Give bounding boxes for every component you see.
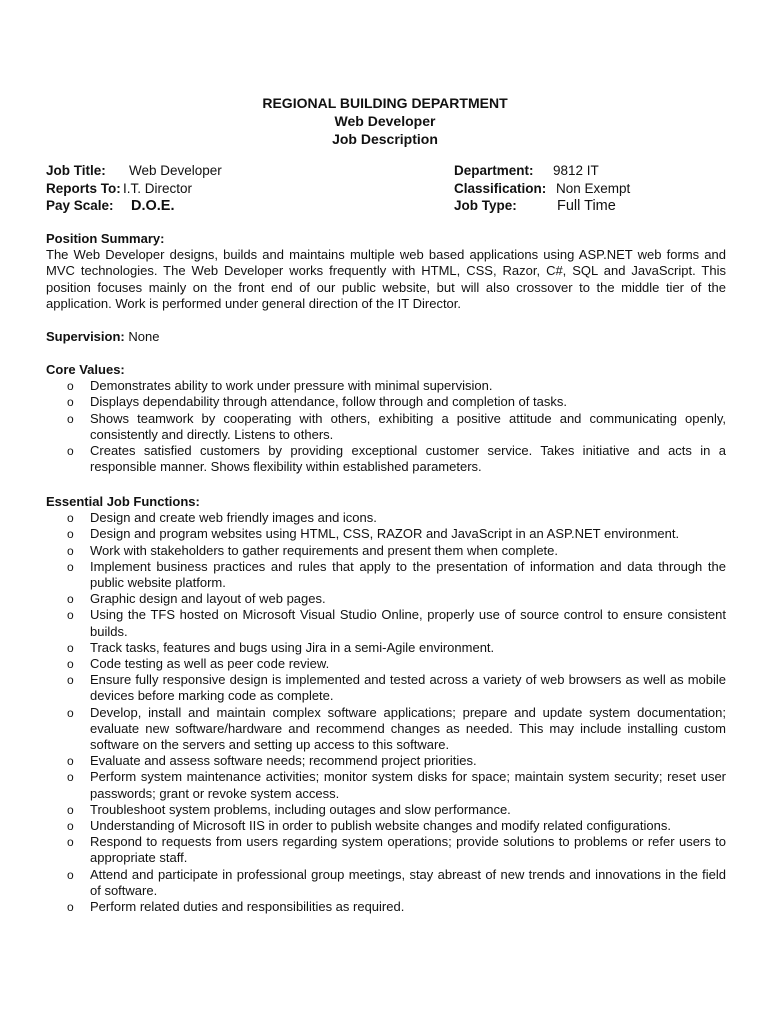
- list-item: [46, 559, 726, 591]
- job-title-value: Web Developer: [129, 163, 222, 178]
- essential-functions-section: [46, 494, 726, 915]
- list-item: [46, 378, 726, 394]
- department-label: Department:: [454, 163, 534, 178]
- classification-label: Classification:: [454, 180, 547, 196]
- bullet-marker: o: [67, 592, 74, 607]
- list-item: [46, 411, 726, 443]
- bullet-marker: o: [67, 900, 74, 915]
- bullet-marker: o: [67, 543, 74, 558]
- list-item-text: Respond to requests from users regarding system operations; provide solutions to problems or refer users to appropriate staff.: [90, 834, 726, 866]
- list-item: [46, 705, 726, 754]
- list-item-text: Ensure fully responsive design is implemented and tested across a variety of web browsers as well as mobile devices before marking code as complete.: [90, 672, 726, 704]
- list-item: [46, 834, 726, 866]
- document-title-block: [0, 94, 770, 148]
- list-item-text: Graphic design and layout of web pages.: [90, 591, 326, 607]
- department-value: 9812 IT: [553, 163, 599, 178]
- list-item-text: Design and program websites using HTML, CSS, RAZOR and JavaScript in an ASP.NET environment.: [90, 526, 680, 542]
- list-item-text: Troubleshoot system problems, including outages and slow performance.: [90, 801, 511, 817]
- list-item: [46, 672, 726, 704]
- list-item: [46, 867, 726, 899]
- list-item-text: Implement business practices and rules that apply to the presentation of information and data through the public website platform.: [90, 558, 726, 591]
- list-item-text: Code testing as well as peer code review.: [90, 656, 330, 672]
- list-item-text: Work with stakeholders to gather requirements and present them when complete.: [90, 542, 558, 558]
- list-item-text: Track tasks, features and bugs using Jira in a semi-Agile environment.: [90, 639, 495, 655]
- list-item: [46, 640, 726, 656]
- list-item-text: Develop, install and maintain complex software applications; prepare and update system documentation; evaluate new software/hardware and recommend changes as needed. This may include installing custom software on the servers and setting up access to this software.: [90, 704, 726, 753]
- list-item: [46, 526, 726, 542]
- bullet-marker: o: [67, 411, 74, 426]
- bullet-marker: o: [67, 770, 74, 785]
- bullet-marker: o: [67, 835, 74, 850]
- classification-value: Non Exempt: [556, 180, 631, 196]
- essential-functions-list: [46, 510, 726, 915]
- supervision-section: [46, 329, 726, 345]
- classification-row: [454, 180, 630, 198]
- pay-scale-value: D.O.E.: [131, 198, 175, 214]
- reports-to-value: I.T. Director: [123, 180, 193, 196]
- list-item-text: Displays dependability through attendance, follow through and completion of tasks.: [90, 394, 567, 410]
- position-title: Web Developer: [334, 113, 436, 129]
- bullet-marker: o: [67, 673, 74, 688]
- list-item: [46, 818, 726, 834]
- bullet-marker: o: [67, 511, 74, 526]
- department-row: [454, 162, 630, 180]
- job-type-value: Full Time: [557, 198, 616, 214]
- list-item: [46, 656, 726, 672]
- essential-functions-heading: Essential Job Functions:: [46, 494, 200, 509]
- job-type-label: Job Type:: [454, 198, 517, 213]
- bullet-marker: o: [67, 444, 74, 459]
- bullet-marker: o: [67, 559, 74, 574]
- list-item-text: Using the TFS hosted on Microsoft Visual Studio Online, properly use of source control to ensure consistent builds.: [90, 607, 726, 639]
- list-item-text: Demonstrates ability to work under pressure with minimal supervision.: [90, 378, 493, 394]
- bullet-marker: o: [67, 379, 74, 394]
- list-item-text: Evaluate and assess software needs; recommend project priorities.: [90, 753, 477, 769]
- list-item-text: Perform system maintenance activities; monitor system disks for space; maintain system security; reset user passwords; grant or revoke system access.: [90, 769, 726, 801]
- list-item: [46, 769, 726, 801]
- list-item: [46, 802, 726, 818]
- position-summary-section: [46, 231, 726, 312]
- bullet-marker: o: [67, 754, 74, 769]
- list-item-text: Perform related duties and responsibilities as required.: [90, 899, 405, 915]
- job-meta-right: [454, 162, 630, 216]
- list-item-text: Design and create web friendly images and icons.: [90, 510, 377, 526]
- list-item: [46, 607, 726, 639]
- list-item-text: Understanding of Microsoft IIS in order to publish website changes and modify related configurations.: [90, 818, 671, 834]
- pay-scale-label: Pay Scale:: [46, 198, 114, 213]
- list-item-text: Creates satisfied customers by providing exceptional customer service. Takes initiative and acts in a responsible manner. Shows flexibility within established parameters.: [90, 443, 726, 475]
- position-summary-text: The Web Developer designs, builds and maintains multiple web based applications using ASP.NET web forms and MVC technologies. The Web Developer works frequently with HTML, CSS, Razor, C#, SQL and JavaScript. This position focuses mainly on the front end of our public website, but will also crossover to the middle tier of the application. Work is performed under general direction of the IT Director.: [46, 247, 726, 311]
- position-summary-heading: Position Summary:: [46, 231, 165, 246]
- job-title-row: [46, 162, 222, 180]
- supervision-value: None: [128, 329, 160, 344]
- bullet-marker: o: [67, 802, 74, 817]
- bullet-marker: o: [67, 527, 74, 542]
- organization-title: REGIONAL BUILDING DEPARTMENT: [262, 95, 508, 111]
- list-item: [46, 443, 726, 475]
- bullet-marker: o: [67, 608, 74, 623]
- job-title-label: Job Title:: [46, 163, 106, 178]
- pay-scale-row: [46, 197, 222, 216]
- job-meta-left: [46, 162, 222, 216]
- bullet-marker: o: [67, 867, 74, 882]
- bullet-marker: o: [67, 640, 74, 655]
- list-item: [46, 753, 726, 769]
- list-item: [46, 394, 726, 410]
- job-type-row: [454, 197, 630, 216]
- core-values-section: [46, 362, 726, 475]
- list-item: [46, 591, 726, 607]
- bullet-marker: o: [67, 657, 74, 672]
- core-values-list: [46, 378, 726, 475]
- bullet-marker: o: [67, 395, 74, 410]
- document-type-title: Job Description: [332, 131, 438, 147]
- bullet-marker: o: [67, 819, 74, 834]
- reports-to-row: [46, 180, 222, 198]
- list-item-text: Shows teamwork by cooperating with others, exhibiting a positive attitude and communicating openly, consistently and directly. Listens to others.: [90, 410, 726, 442]
- bullet-marker: o: [67, 705, 74, 720]
- core-values-heading: Core Values:: [46, 362, 125, 377]
- reports-to-label: Reports To:: [46, 180, 121, 196]
- list-item: [46, 543, 726, 559]
- list-item-text: Attend and participate in professional group meetings, stay abreast of new trends and innovations in the field of software.: [90, 866, 726, 898]
- list-item: [46, 510, 726, 526]
- supervision-label: Supervision:: [46, 329, 125, 344]
- list-item: [46, 899, 726, 915]
